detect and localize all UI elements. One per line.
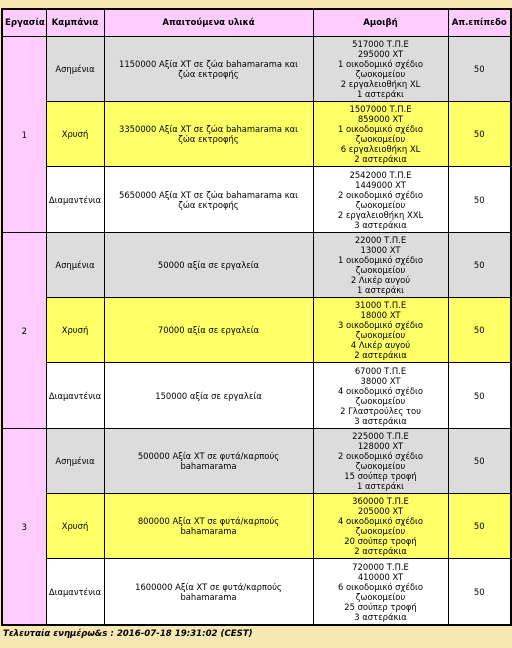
reward-line: 859000 XT [357, 114, 404, 124]
table-row [2, 559, 511, 626]
level-cell: 50 [448, 167, 511, 233]
materials-cell: 150000 αξία σε εργαλεία [104, 363, 313, 429]
reward-line: 2 εργαλειοθήκη XXL [337, 209, 424, 220]
campaign-cell: Ασημένια [46, 429, 104, 494]
reward-line: 128000 XT [357, 441, 404, 451]
campaign-cell: Διαμαντένια [46, 559, 104, 626]
reward-line: ζωοκομείου [355, 199, 406, 210]
level-cell: 50 [448, 559, 511, 626]
task-number: 2 [2, 233, 46, 429]
level-cell: 50 [448, 363, 511, 429]
reward-line: 1 οικοδομικό σχέδιο [338, 124, 423, 134]
reward-line: 2 οικοδομικό σχέδιο [338, 451, 423, 461]
materials-cell: 5650000 Αξία XT σε ζώα bahamarama και ζώα εκτροφής [104, 167, 313, 233]
reward-line: 3 αστεράκια [354, 219, 407, 230]
campaign-cell: Χρυσή [46, 494, 104, 559]
reward-line: 2 εργαλειοθήκη XL [340, 79, 421, 89]
materials-cell: 50000 αξία σε εργαλεία [104, 233, 313, 298]
reward-line: 6 οικοδομικό σχέδιο [338, 581, 423, 592]
reward-line: 4 Λικέρ αυγού [350, 340, 411, 350]
reward-cell [313, 298, 448, 363]
header-row [2, 9, 511, 37]
level-cell: 50 [448, 37, 511, 102]
reward-cell [313, 233, 448, 298]
level-cell: 50 [448, 298, 511, 363]
materials-cell: 800000 Αξία XT σε φυτά/καρπούς bahamarama [104, 494, 313, 559]
reward-line: ζωοκομείου [355, 461, 406, 471]
reward-line: 1 αστεράκι [357, 481, 404, 491]
reward-line: 205000 XT [357, 506, 404, 516]
reward-line: 1 αστεράκι [357, 89, 404, 99]
reward-line: 2 αστεράκια [354, 546, 407, 556]
reward-line: 3 αστεράκια [354, 611, 407, 622]
reward-line: 15 σούπερ τροφή [344, 471, 417, 481]
reward-cell [313, 37, 448, 102]
reward-line: 4 οικοδομικό σχέδιο [338, 516, 423, 526]
reward-line: 225000 Τ.Π.Ε [352, 431, 409, 441]
reward-line: 13000 XT [360, 245, 401, 255]
reward-line: 1449000 XT [355, 179, 406, 190]
campaign-cell: Χρυσή [46, 102, 104, 167]
reward-line: 18000 XT [360, 310, 401, 320]
campaign-table [1, 8, 512, 626]
reward-line: 4 οικοδομικό σχέδιο [338, 385, 423, 396]
reward-cell [313, 429, 448, 494]
campaign-cell: Διαμαντένια [46, 167, 104, 233]
table-row [2, 233, 511, 298]
reward-line: 2 Γλαστρούλες του [340, 405, 421, 416]
table-row [2, 494, 511, 559]
reward-line: 1 οικοδομικό σχέδιο [338, 59, 423, 69]
header-task: Εργασία [2, 9, 46, 37]
reward-line: ζωοκομείου [355, 395, 406, 406]
materials-cell: 70000 αξία σε εργαλεία [104, 298, 313, 363]
table-row [2, 102, 511, 167]
materials-cell: 3350000 Αξία XT σε ζώα bahamarama και ζώα εκτροφής [104, 102, 313, 167]
table-body [2, 37, 511, 626]
level-cell: 50 [448, 429, 511, 494]
reward-line: 6 εργαλειοθήκη XL [340, 144, 421, 154]
campaign-cell: Χρυσή [46, 298, 104, 363]
reward-line: 3 οικοδομικό σχέδιο [338, 320, 423, 330]
reward-line: 22000 Τ.Π.Ε [354, 235, 407, 245]
reward-cell [313, 363, 448, 429]
table-row [2, 429, 511, 494]
task-number: 3 [2, 429, 46, 626]
reward-line: 31000 Τ.Π.Ε [354, 300, 407, 310]
materials-cell: 1150000 Αξία XT σε ζώα bahamarama και ζώα εκτροφής [104, 37, 313, 102]
reward-line: ζωοκομείου [355, 591, 406, 602]
reward-line: 2 Λικέρ αυγού [350, 275, 411, 285]
level-cell: 50 [448, 494, 511, 559]
materials-cell: 500000 Αξία XT σε φυτά/καρπούς bahamarama [104, 429, 313, 494]
reward-line: 38000 XT [360, 375, 401, 386]
reward-line: ζωοκομείου [355, 265, 406, 275]
reward-cell [313, 167, 448, 233]
task-number: 1 [2, 37, 46, 233]
reward-line: 2 αστεράκια [354, 350, 407, 360]
header-reward: Αμοιβή [313, 9, 448, 37]
reward-line: 2542000 Τ.Π.Ε [349, 169, 412, 180]
reward-line: 3 αστεράκια [354, 415, 407, 426]
reward-line: 20 σούπερ τροφή [344, 536, 417, 546]
campaign-cell: Ασημένια [46, 233, 104, 298]
reward-line: 67000 Τ.Π.Ε [354, 365, 407, 376]
table-row [2, 363, 511, 429]
last-updated: Τελευταία ενημέρω&s : 2016-07-18 19:31:02 (CEST) [3, 629, 253, 639]
materials-cell: 1600000 Αξία XT σε φυτά/καρπούς bahamarama [104, 559, 313, 626]
reward-line: 2 οικοδομικό σχέδιο [338, 189, 423, 200]
reward-line: ζωοκομείου [355, 526, 406, 536]
reward-line: 360000 Τ.Π.Ε [352, 496, 409, 506]
table-row [2, 298, 511, 363]
header-materials: Απαιτούμενα υλικά [104, 9, 313, 37]
reward-line: 410000 XT [357, 571, 404, 582]
campaign-cell: Ασημένια [46, 37, 104, 102]
reward-line: 1 αστεράκι [357, 285, 404, 295]
reward-line: 517000 Τ.Π.Ε [352, 39, 409, 49]
reward-cell [313, 494, 448, 559]
reward-line: ζωοκομείου [355, 69, 406, 79]
reward-line: 295000 XT [357, 49, 404, 59]
reward-cell [313, 102, 448, 167]
table-row [2, 167, 511, 233]
reward-cell [313, 559, 448, 626]
table-row [2, 37, 511, 102]
reward-line: ζωοκομείου [355, 134, 406, 144]
reward-line: 720000 Τ.Π.Ε [352, 561, 409, 572]
header-level: Απ.επίπεδο [448, 9, 511, 37]
header-campaign: Καμπάνια [46, 9, 104, 37]
reward-line: 1507000 Τ.Π.Ε [349, 104, 412, 114]
level-cell: 50 [448, 233, 511, 298]
reward-line: 2 αστεράκια [354, 154, 407, 164]
reward-line: 1 οικοδομικό σχέδιο [338, 255, 423, 265]
level-cell: 50 [448, 102, 511, 167]
reward-line: 25 σούπερ τροφή [344, 601, 417, 612]
reward-line: ζωοκομείου [355, 330, 406, 340]
campaign-cell: Διαμαντένια [46, 363, 104, 429]
campaign-table-container [1, 8, 512, 626]
